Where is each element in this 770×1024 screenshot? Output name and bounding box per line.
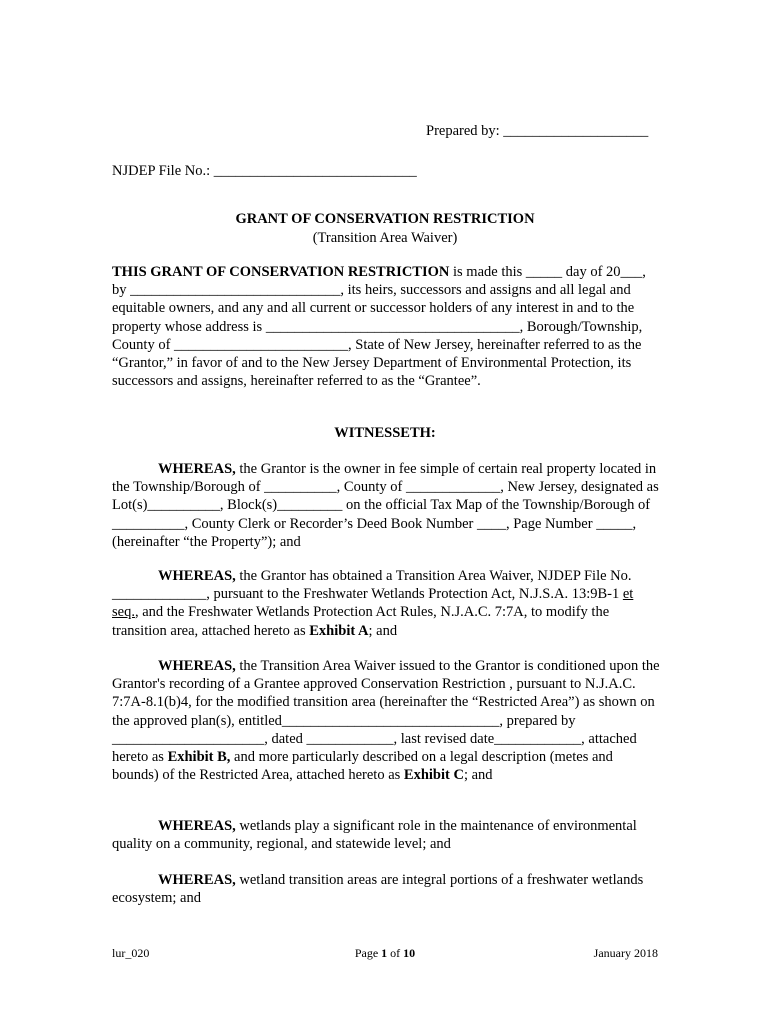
exhibit-b-label: Exhibit B, <box>167 749 231 766</box>
page-of: of <box>387 946 404 960</box>
whereas-text: and more particularly described on a legal description (metes and bounds) of the Restricted Area, attached hereto as <box>112 749 613 784</box>
whereas-lead: WHEREAS, <box>158 872 236 888</box>
whereas-text: the Transition Area Waiver issued to the Grantor is conditioned upon the Grantor's recording of a Grantee approved Conservation Restriction , pursuant to N.J.A.C. 7:7A-8.1(b)4, for the modified transition area (hereinafter the “Restricted Area”) as shown on the approved plan(s), entitled______________________________, prepared by _____________________, dated ____________, last revised date____________, attached hereto as <box>112 658 660 766</box>
intro-bold-lead: THIS GRANT OF CONSERVATION RESTRICTION <box>112 264 450 280</box>
whereas-paragraph-1 <box>112 460 660 551</box>
whereas-paragraph-5 <box>112 871 660 907</box>
page-current: 1 <box>381 946 388 960</box>
whereas-text: the Grantor is the owner in fee simple of certain real property located in the Township/Borough of __________, County of _____________, New Jersey, designated as Lot(s)__________, Block(s)_________ on the official Tax Map of the Township/Borough of __________, County Clerk or Recorder’s Deed Book Number ____, Page Number _____, (hereinafter “the Property”); and <box>112 461 659 550</box>
witnesseth-heading: WITNESSETH: <box>334 425 436 441</box>
file-number-line: NJDEP File No.: ____________________________ <box>112 163 417 179</box>
exhibit-c-label: Exhibit C <box>403 767 464 784</box>
whereas-text: wetland transition areas are integral portions of a freshwater wetlands ecosystem; and <box>112 872 644 907</box>
whereas-paragraph-2 <box>112 567 660 640</box>
whereas-text: , and the Freshwater Wetlands Protection Act Rules, N.J.A.C. 7:7A, to modify the transition area, attached hereto as <box>112 604 610 639</box>
intro-text: is made this _____ day of 20___, by _____________________________, its heirs, successors and assigns and all legal and equitable owners, and any and all current or successor holders of any interest in and to the property whose address is ___________________________________, Borough/Township, County of ________________________, State of New Jersey, hereinafter referred to as the “Grantor,” in favor of and to the New Jersey Department of Environmental Protection, its successors and assigns, hereinafter referred to as the “Grantee”. <box>112 264 646 390</box>
whereas-lead: WHEREAS, <box>158 461 236 477</box>
whereas-text: the Grantor has obtained a Transition Area Waiver, NJDEP File No. _____________, pursuant to the Freshwater Wetlands Protection Act, N.J.S.A. 13:9B-1 <box>112 568 632 603</box>
page-total: 10 <box>403 946 416 960</box>
intro-paragraph <box>112 263 660 390</box>
whereas-paragraph-3 <box>112 657 660 784</box>
footer-date: January 2018 <box>593 946 658 960</box>
whereas-lead: WHEREAS, <box>158 658 236 674</box>
footer-form-id: lur_020 <box>112 946 150 960</box>
prepared-by-line: Prepared by: ____________________ <box>426 123 649 139</box>
whereas-text: ; and <box>463 767 493 784</box>
whereas-text: ; and <box>368 622 398 639</box>
whereas-text: wetlands play a significant role in the maintenance of environmental quality on a community, regional, and statewide level; and <box>112 818 637 853</box>
whereas-lead: WHEREAS, <box>158 818 236 834</box>
exhibit-a-label: Exhibit A <box>309 622 369 639</box>
document-title: GRANT OF CONSERVATION RESTRICTION <box>235 211 535 227</box>
whereas-lead: WHEREAS, <box>158 568 236 584</box>
page-label: Page <box>354 946 382 960</box>
et-seq-text: et seq. <box>112 586 634 621</box>
document-subtitle: (Transition Area Waiver) <box>312 230 458 246</box>
whereas-paragraph-4 <box>112 817 660 853</box>
